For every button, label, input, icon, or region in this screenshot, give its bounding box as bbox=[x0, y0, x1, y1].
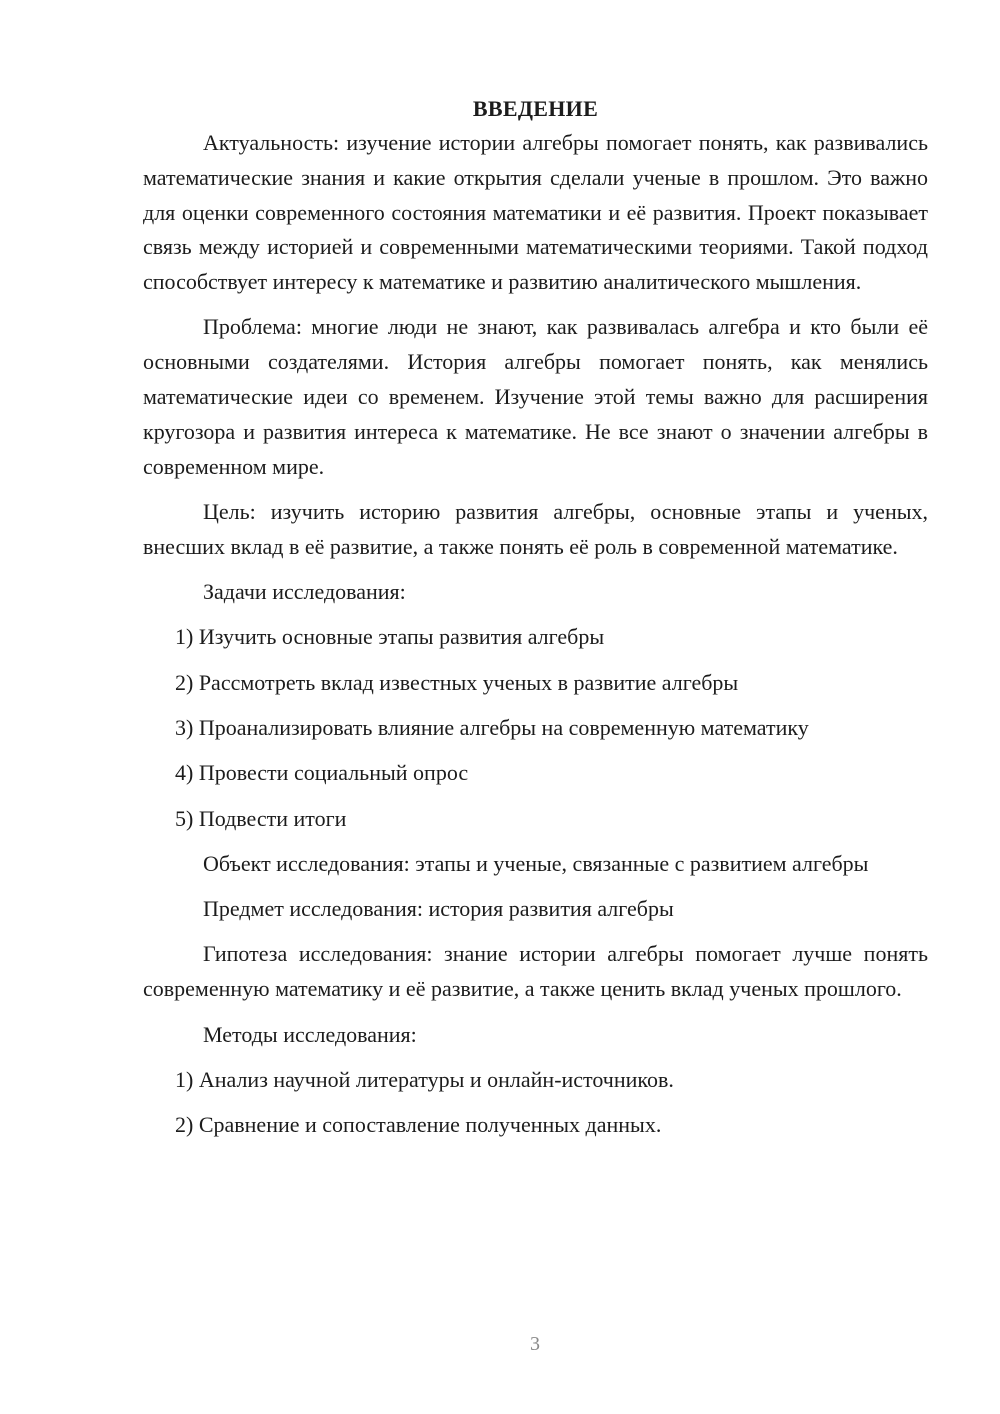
problem-paragraph: Проблема: многие люди не знают, как развивалась алгебра и кто были её основными создателями. История алгебры помогает понять, как менялись математические идеи со временем. Изучение этой темы важно для расширения кругозора и развития интереса к математике. Не все знают о значении алгебры в современном мире. bbox=[143, 314, 928, 479]
list-item: 2) Сравнение и сопоставление полученных данных. bbox=[175, 1112, 662, 1138]
hypothesis-paragraph: Гипотеза исследования: знание истории алгебры помогает лучше понять современную математику и её развитие, а также ценить вклад ученых прошлого. bbox=[143, 941, 928, 1002]
methods-heading: Методы исследования: bbox=[203, 1021, 417, 1047]
list-item: 4) Провести социальный опрос bbox=[175, 760, 469, 786]
goal-paragraph: Цель: изучить историю развития алгебры, основные этапы и ученых, внесших вклад в её развитие, а также понять её роль в современной математике. bbox=[143, 498, 928, 559]
list-item: 1) Изучить основные этапы развития алгебры bbox=[175, 624, 605, 650]
section-title: ВВЕДЕНИЕ bbox=[472, 96, 599, 121]
methods-list bbox=[143, 1063, 928, 1143]
relevance-paragraph: Актуальность: изучение истории алгебры помогает понять, как развивались математические знания и какие открытия сделали ученые в прошлом. Это важно для оценки современного состояния математики и её развития. Проект показывает связь между историей и современными математическими теориями. Такой подход способствует интересу к математике и развитию аналитического мышления. bbox=[143, 130, 928, 295]
subject-paragraph: Предмет исследования: история развития алгебры bbox=[203, 896, 674, 922]
list-item: 1) Анализ научной литературы и онлайн-источников. bbox=[175, 1066, 674, 1092]
tasks-heading: Задачи исследования: bbox=[203, 579, 406, 605]
list-item: 5) Подвести итоги bbox=[175, 805, 347, 831]
document-page bbox=[143, 92, 928, 1153]
tasks-list bbox=[143, 620, 928, 836]
list-item: 2) Рассмотреть вклад известных ученых в развитие алгебры bbox=[175, 669, 739, 695]
list-item: 3) Проанализировать влияние алгебры на современную математику bbox=[175, 714, 809, 740]
object-paragraph: Объект исследования: этапы и ученые, связанные с развитием алгебры bbox=[203, 850, 869, 876]
page-number: 3 bbox=[530, 1333, 540, 1355]
